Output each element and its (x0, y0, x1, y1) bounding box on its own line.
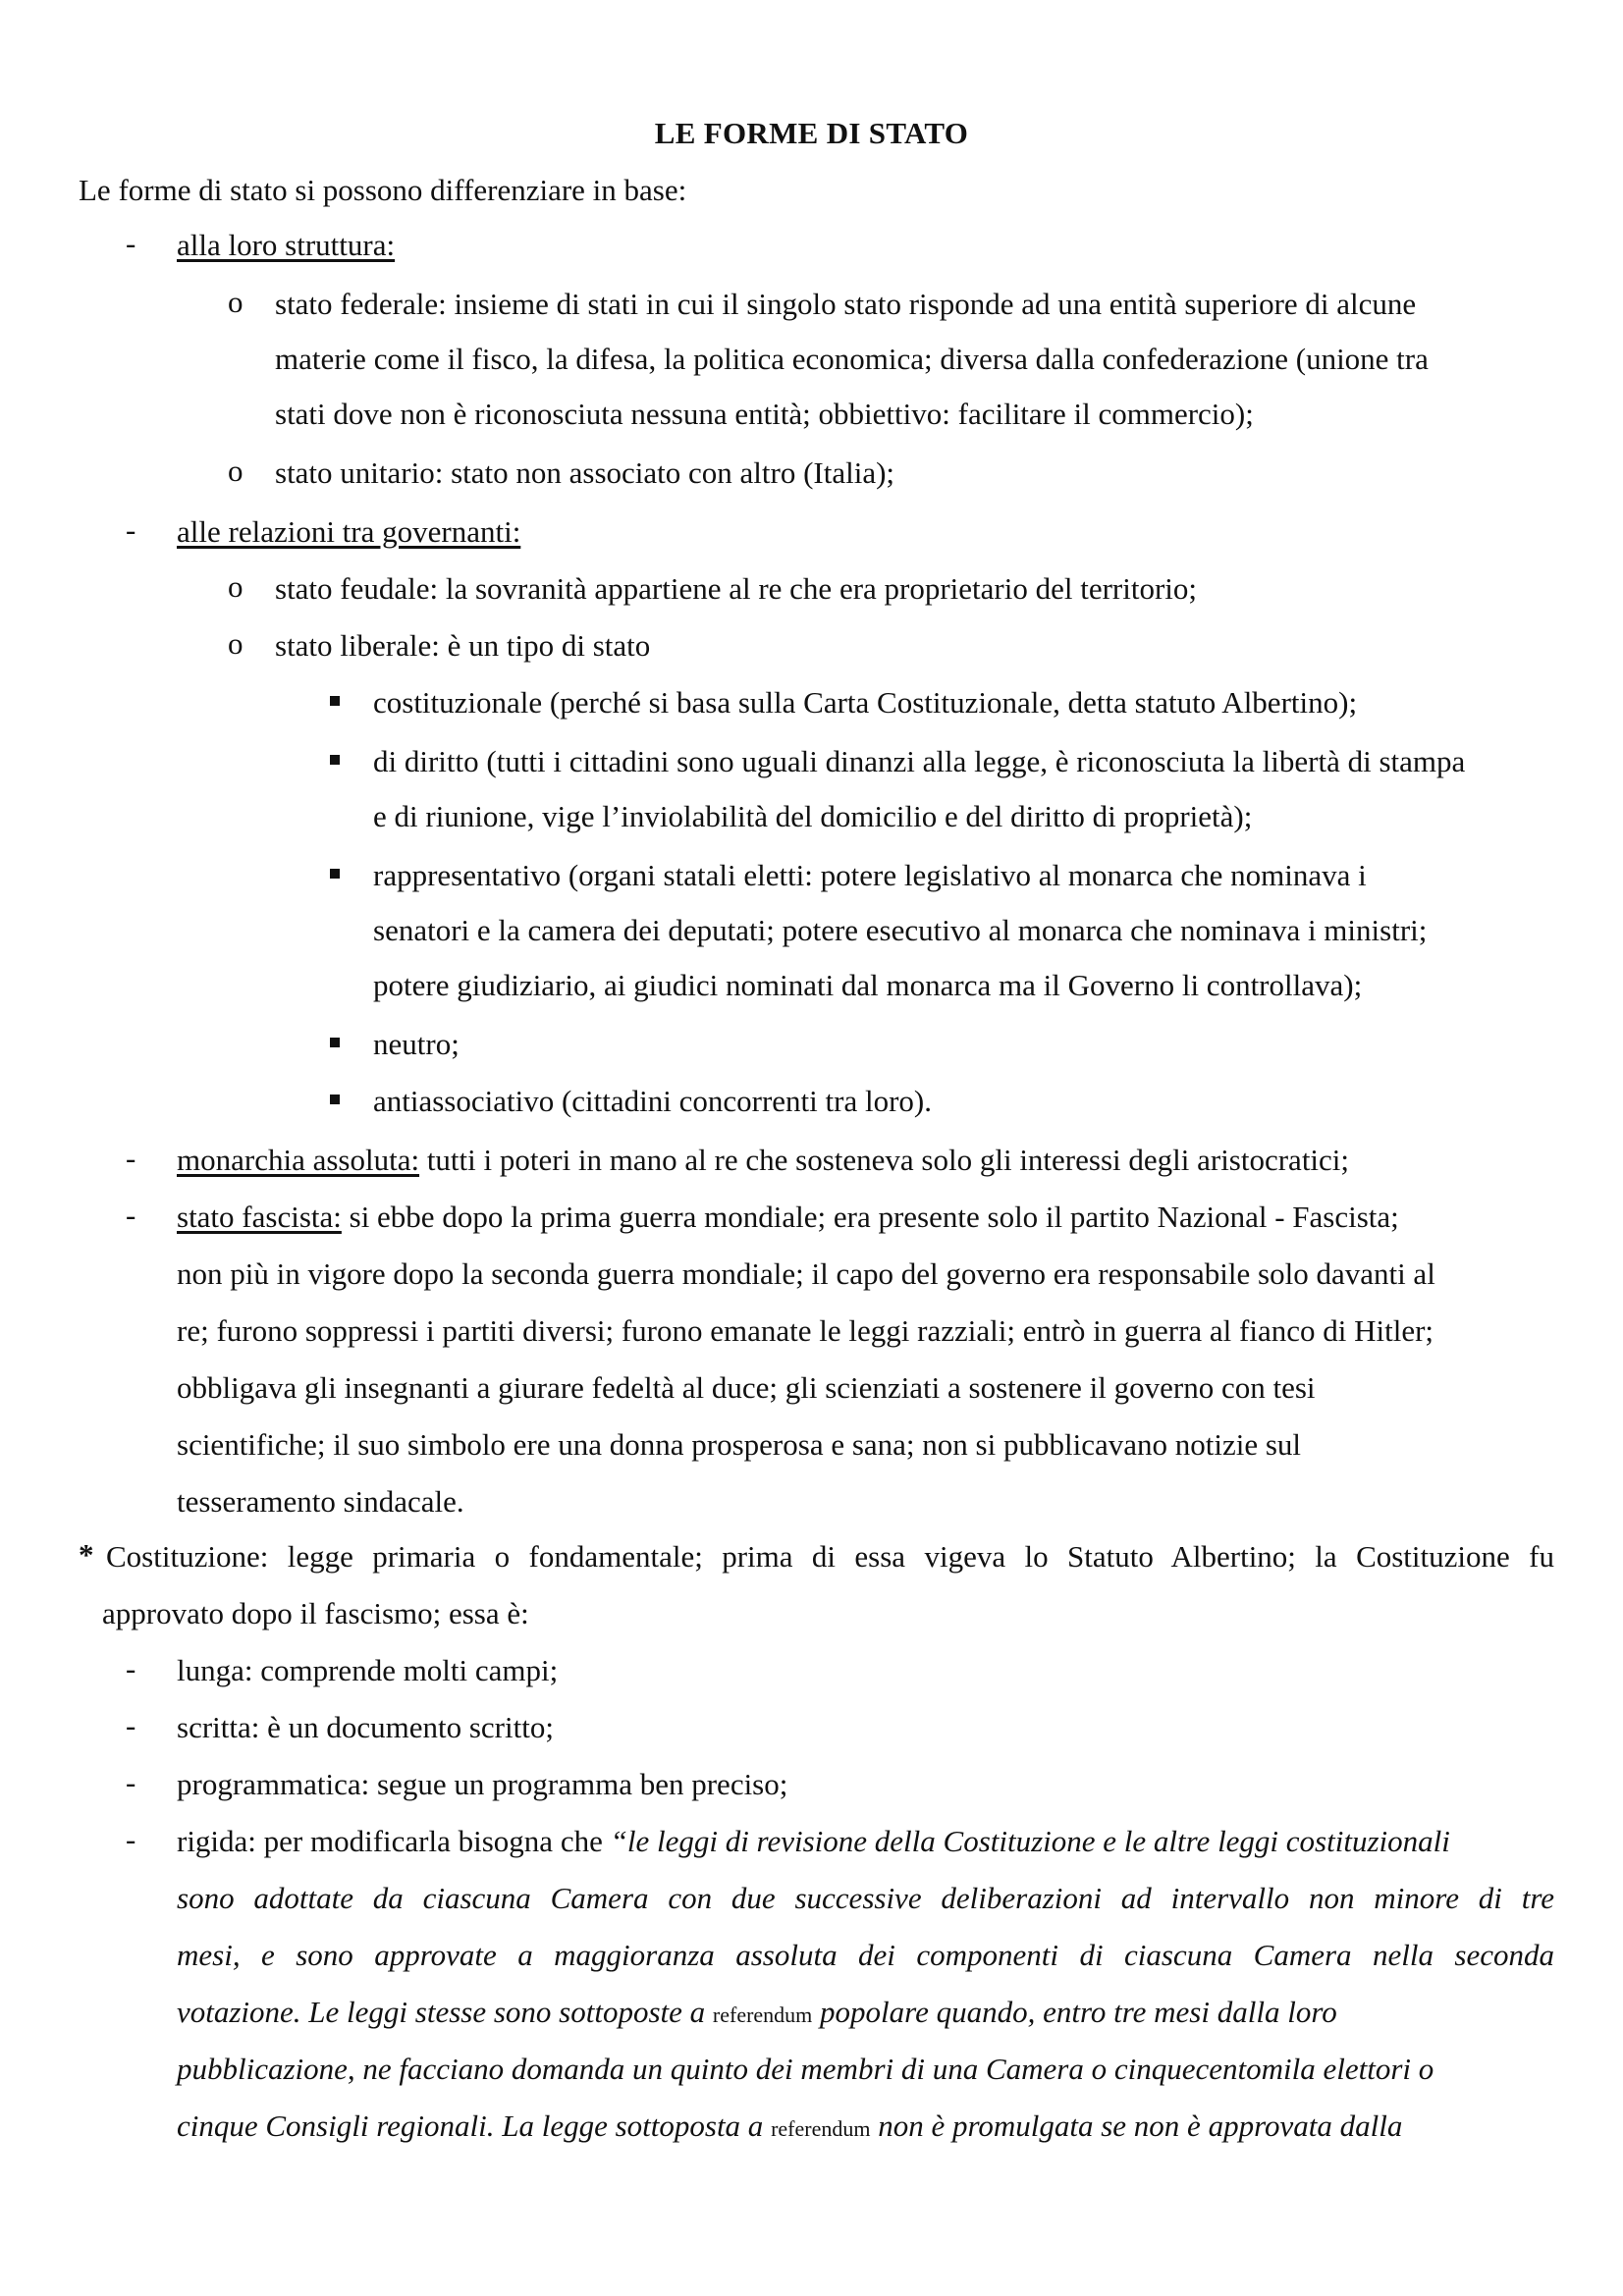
dash-bullet: - (126, 226, 136, 260)
liberale-line: stato liberale: è un tipo di stato (275, 628, 651, 663)
square-bullet (330, 755, 340, 765)
programmatica-line: programmatica: segue un programma ben preciso; (177, 1767, 788, 1801)
rigida-line-2: sono adottate da ciascuna Camera con due successive deliberazioni ad intervallo non minore di tre (177, 1881, 1554, 1915)
referendum-word: referendum (771, 2116, 871, 2141)
neutro-line: neutro; (373, 1027, 460, 1061)
rigida-l7b: non è promulgata se non è approvata dalla (870, 2109, 1403, 2143)
costituzione-line-2: approvato dopo il fascismo; essa è: (102, 1596, 529, 1630)
page-title: LE FORME DI STATO (654, 116, 969, 150)
rigida-l5b: popolare quando, entro tre mesi dalla loro (812, 1995, 1337, 2029)
fascista-line-5: scientifiche; il suo simbolo ere una donna prosperosa e sana; non si pubblicavano notizie sul (177, 1427, 1302, 1462)
rigida-line-3: mesi, e sono approvate a maggioranza assoluta dei componenti di ciascuna Camera nella seconda (177, 1938, 1554, 1972)
monarchia-label: monarchia assoluta: (177, 1143, 420, 1177)
monarchia-line (177, 1141, 1349, 1180)
circle-bullet: o (228, 569, 243, 604)
relazioni-heading: alle relazioni tra governanti: (177, 514, 521, 549)
rigida-line-4 (177, 1993, 1337, 2035)
rigida-line-6 (177, 2107, 1402, 2149)
dash-bullet: - (126, 1822, 136, 1856)
rigida-l5a: votazione. Le leggi stesse sono sottoposte a (177, 1995, 713, 2029)
rappresentativo-line-3: potere giudiziario, ai giudici nominati dal monarca ma il Governo li controllava); (373, 968, 1363, 1002)
diritto-line-1: di diritto (tutti i cittadini sono uguali dinanzi alla legge, è riconosciuta la libertà di stampa (373, 744, 1466, 778)
circle-bullet: o (228, 626, 243, 661)
struttura-heading: alla loro struttura: (177, 228, 396, 262)
fascista-line-2: non più in vigore dopo la seconda guerra mondiale; il capo del governo era responsabile solo davanti al (177, 1256, 1435, 1291)
circle-bullet: o (228, 454, 243, 488)
fascista-label: stato fascista: (177, 1200, 342, 1234)
rigida-label: rigida: per modificarla bisogna che (177, 1824, 611, 1858)
feudale-line: stato feudale: la sovranità appartiene al re che era proprietario del territorio; (275, 571, 1198, 606)
monarchia-text: tutti i poteri in mano al re che sosteneva solo gli interessi degli aristocratici; (419, 1143, 1350, 1177)
lunga-line: lunga: comprende molti campi; (177, 1653, 559, 1687)
rigida-line-1 (177, 1822, 1450, 1861)
rigida-line-5: pubblicazione, ne facciano domanda un quinto dei membri di una Camera o cinquecentomila elettori o (177, 2052, 1434, 2086)
federale-line-2: materie come il fisco, la difesa, la politica economica; diversa dalla confederazione (unione tra (275, 342, 1429, 376)
square-bullet (330, 696, 340, 706)
dash-bullet: - (126, 512, 136, 547)
dash-bullet: - (126, 1141, 136, 1175)
federale-line-1: stato federale: insieme di stati in cui il singolo stato risponde ad una entità superiore di alcune (275, 287, 1417, 321)
rigida-l7a: cinque Consigli regionali. La legge sottoposta a (177, 2109, 772, 2143)
rappresentativo-line-1: rappresentativo (organi statali eletti: potere legislativo al monarca che nominava i (373, 858, 1367, 892)
referendum-word: referendum (712, 2002, 813, 2027)
square-bullet (330, 1095, 340, 1104)
unitario-line: stato unitario: stato non associato con altro (Italia); (275, 455, 895, 490)
rappresentativo-line-2: senatori e la camera dei deputati; potere esecutivo al monarca che nominava i ministri; (373, 913, 1428, 947)
fascista-line-3: re; furono soppressi i partiti diversi; furono emanate le leggi razziali; entrò in guerra al fianco di Hitler; (177, 1313, 1434, 1348)
dash-bullet: - (126, 1651, 136, 1685)
square-bullet (330, 869, 340, 879)
asterisk-bullet: * (79, 1537, 94, 1572)
fascista-line-6: tesseramento sindacale. (177, 1484, 464, 1519)
scritta-line: scritta: è un documento scritto; (177, 1710, 554, 1744)
fascista-line-1 (177, 1198, 1399, 1237)
fascista-first: si ebbe dopo la prima guerra mondiale; era presente solo il partito Nazional - Fascista; (341, 1200, 1399, 1234)
diritto-line-2: e di riunione, vige l’inviolabilità del domicilio e del diritto di proprietà); (373, 799, 1253, 833)
rigida-quote-start: “le leggi di revisione della Costituzione e le altre leggi costituzionali (610, 1824, 1450, 1858)
costituzionale-line: costituzionale (perché si basa sulla Carta Costituzionale, detta statuto Albertino); (373, 685, 1358, 720)
dash-bullet: - (126, 1765, 136, 1799)
intro-text: Le forme di stato si possono differenziare in base: (79, 173, 687, 207)
dash-bullet: - (126, 1708, 136, 1742)
circle-bullet: o (228, 285, 243, 319)
square-bullet (330, 1038, 340, 1047)
antiassociativo-line: antiassociativo (cittadini concorrenti tra loro). (373, 1084, 932, 1118)
fascista-line-4: obbligava gli insegnanti a giurare fedeltà al duce; gli scienziati a sostenere il governo con tesi (177, 1370, 1316, 1405)
dash-bullet: - (126, 1198, 136, 1232)
costituzione-line-1: Costituzione: legge primaria o fondamentale; prima di essa vigeva lo Statuto Albertino; la Costituzione fu (106, 1539, 1554, 1574)
federale-line-3: stati dove non è riconosciuta nessuna entità; obbiettivo: facilitare il commercio); (275, 397, 1254, 431)
